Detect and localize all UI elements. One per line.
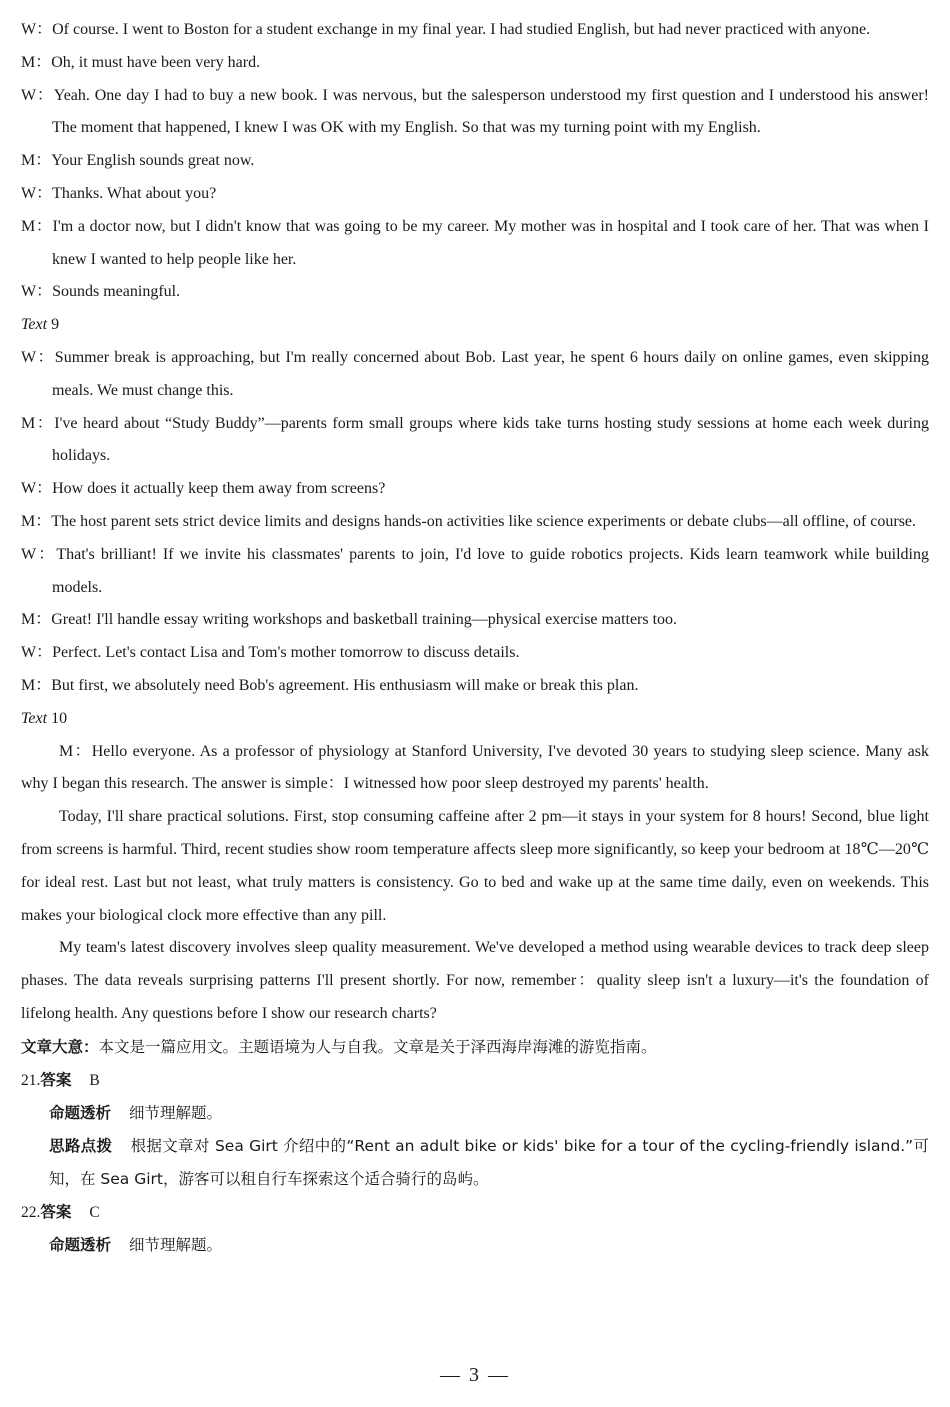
speaker: W：	[21, 21, 53, 38]
line-text: That's brilliant! If we invite his classmates' parents to join, I'd love to guide robotics projects. Kids learn teamwork while building models.	[52, 545, 930, 596]
idea-text: 根据文章对 Sea Girt 介绍中的“Rent an adult bike or kids' bike for a tour of the cycling-friendly island.”可知，在 Sea Girt，游客可以租自行车探索这个适合骑行的岛屿。	[49, 1137, 929, 1188]
analysis-line	[21, 1097, 929, 1130]
text-label: Text	[21, 316, 48, 334]
line-text: Thanks. What about you?	[52, 184, 217, 202]
idea-label: 思路点拨	[49, 1137, 113, 1156]
text-number: 9	[47, 316, 60, 334]
speaker: W：	[21, 283, 53, 301]
text-number: 10	[47, 709, 68, 727]
dialogue-line	[21, 178, 929, 211]
speaker: M：	[21, 512, 52, 530]
answer-line	[21, 1064, 929, 1098]
analysis-line	[21, 1229, 929, 1262]
speaker: W：	[21, 545, 57, 563]
monologue-10	[21, 736, 929, 1031]
speaker: M：	[21, 676, 52, 694]
line-text: Summer break is approaching, but I'm really concerned about Bob. Last year, he spent 6 hours daily on online games, even skipping meals. We must change this.	[52, 348, 929, 399]
speaker: W：	[21, 184, 53, 202]
text10-heading	[21, 703, 929, 736]
idea-line	[21, 1130, 929, 1196]
analysis-text: 细节理解题。	[129, 1104, 223, 1123]
line-text: Perfect. Let's contact Lisa and Tom's mother tomorrow to discuss details.	[52, 644, 520, 662]
line-text: Yeah. One day I had to buy a new book. I was nervous, but the salesperson understood my first question and I understood his answer! The moment that happened, I knew I was OK with my English. So that was my turning point with my English.	[52, 86, 929, 137]
line-text: Of course. I went to Boston for a student exchange in my final year. I had studied English, but had never practiced with anyone.	[52, 21, 871, 38]
text-label: Text	[21, 709, 48, 727]
line-text: Your English sounds great now.	[51, 152, 255, 170]
line-text: Sounds meaningful.	[52, 283, 181, 301]
speaker: W：	[21, 480, 53, 498]
text9-heading	[21, 309, 929, 342]
dialogue-line	[21, 637, 929, 670]
dialogue-line	[21, 14, 929, 47]
dialogue-line	[21, 539, 929, 605]
line-text: I'm a doctor now, but I didn't know that was going to be my career. My mother was in hospital and I took care of her. That was when I knew I wanted to help people like her.	[52, 217, 929, 268]
paragraph: My team's latest discovery involves sleep quality measurement. We've developed a method using wearable devices to track deep sleep phases. The data reveals surprising patterns I'll present shortly. For now, remember：quality sleep isn't a luxury—it's the foundation of lifelong health. Any questions before I show our research charts?	[21, 939, 929, 1022]
analysis-text: 细节理解题。	[129, 1236, 223, 1255]
dialogue-8	[21, 14, 929, 309]
page-number: — 3 —	[440, 1364, 510, 1386]
dialogue-line	[21, 670, 929, 703]
dialogue-line	[21, 604, 929, 637]
answer-label: 答案	[40, 1202, 72, 1221]
line-text: Great! I'll handle essay writing workshops and basketball training—physical exercise matters too.	[51, 611, 678, 629]
answer-line	[21, 1196, 929, 1230]
speaker: W：	[21, 644, 53, 662]
line-text: The host parent sets strict device limits and designs hands-on activities like science experiments or debate clubs—all offline, of course.	[51, 512, 917, 530]
dialogue-line	[21, 473, 929, 506]
analysis-label: 命题透析	[49, 1236, 112, 1255]
answer-label: 答案	[40, 1070, 72, 1089]
summary-label: 文章大意：	[21, 1037, 99, 1056]
dialogue-line	[21, 211, 929, 277]
question-21	[21, 1064, 929, 1196]
line-text: But first, we absolutely need Bob's agreement. His enthusiasm will make or break this plan.	[51, 676, 639, 694]
speaker: M：	[21, 152, 52, 170]
speaker: M：	[21, 611, 52, 629]
answer-value: B	[89, 1071, 100, 1089]
summary-text: 本文是一篇应用文。主题语境为人与自我。文章是关于泽西海岸海滩的游览指南。	[98, 1037, 657, 1056]
dialogue-line	[21, 145, 929, 178]
dialogue-line	[21, 276, 929, 309]
analysis-label: 命题透析	[49, 1104, 112, 1123]
line-text: I've heard about “Study Buddy”—parents form small groups where kids take turns hosting study sessions at home each week during holidays.	[52, 414, 929, 465]
dialogue-line	[21, 47, 929, 80]
paragraph: M：Hello everyone. As a professor of physiology at Stanford University, I've devoted 30 years to studying sleep science. Many ask why I began this research. The answer is simple：I witnessed how poor sleep destroyed my parents' health.	[21, 742, 929, 793]
dialogue-line	[21, 342, 929, 408]
line-text: Oh, it must have been very hard.	[51, 53, 261, 71]
question-number: 21.	[21, 1071, 41, 1089]
dialogue-9	[21, 342, 929, 703]
speaker: W：	[21, 86, 54, 104]
question-22	[21, 1196, 929, 1263]
answer-value: C	[89, 1203, 100, 1221]
line-text: How does it actually keep them away from screens?	[52, 480, 386, 498]
dialogue-line	[21, 408, 929, 474]
speaker: M：	[21, 414, 55, 432]
question-number: 22.	[21, 1203, 41, 1221]
dialogue-line	[21, 80, 929, 146]
paragraph: Today, I'll share practical solutions. First, stop consuming caffeine after 2 pm—it stays in your system for 8 hours! Second, blue light from screens is harmful. Third, recent studies show room temperature affects sleep more significantly, so keep your bedroom at 18℃—20℃ for ideal rest. Last but not least, what truly matters is consistency. Go to bed and wake up at the same time daily, even on weekends. This makes your biological clock more effective than any pill.	[21, 808, 929, 924]
dialogue-line	[21, 506, 929, 539]
speaker: M：	[21, 217, 53, 235]
summary	[21, 1031, 929, 1064]
speaker: M：	[21, 53, 52, 71]
speaker: W：	[21, 348, 55, 366]
